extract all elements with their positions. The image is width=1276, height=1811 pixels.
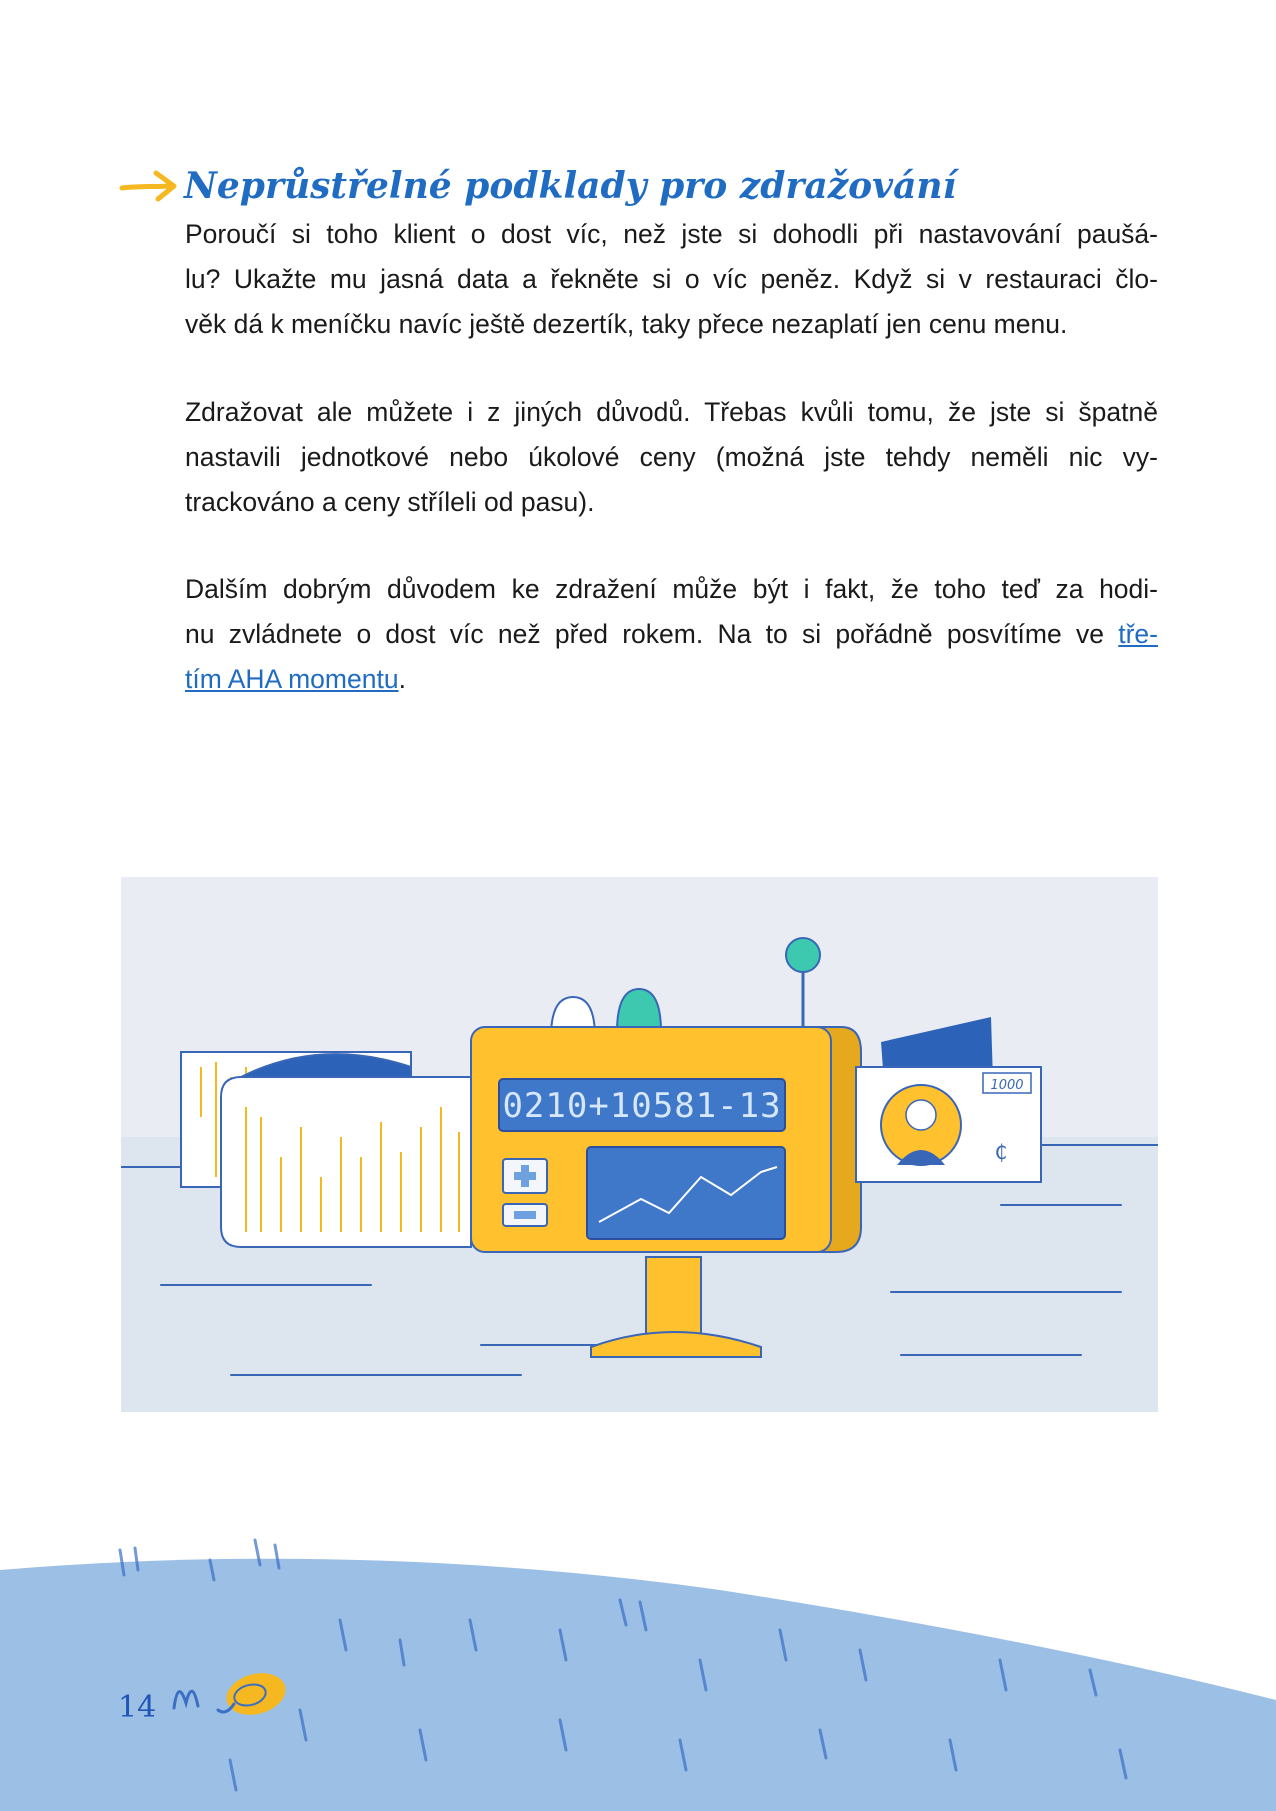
cash-register-illustration (121, 877, 1158, 1412)
paragraph-text: . (398, 664, 406, 694)
footer-hill-decoration (0, 1500, 1276, 1811)
paragraph-line: lu? Ukažte mu jasná data a řekněte si o víc peněz. Když si v restauraci člo- (185, 264, 1158, 294)
paragraph-1 (185, 212, 1158, 347)
paragraph-text: nu zvládnete o dost víc než před rokem. Na to si pořádně posvítíme ve (185, 619, 1119, 649)
plus-button-icon (503, 1159, 547, 1193)
paragraph-line: Zdražovat ale můžete i z jiných důvodů. Třebas kvůli tomu, že jste si špatně (185, 397, 1158, 427)
section-heading-row (118, 160, 1168, 212)
paragraph-line (185, 657, 1158, 702)
lamp-green (617, 989, 661, 1032)
aha-moment-link[interactable]: tím AHA momentu (185, 664, 399, 694)
paragraph-3 (185, 567, 1158, 702)
aha-moment-link-start[interactable]: tře- (1118, 619, 1158, 649)
banknote (856, 1017, 1041, 1182)
paragraph-line: Dalším dobrým důvodem ke zdražení může být i fakt, že toho teď za hodi- (185, 574, 1158, 604)
paragraph-line: nastavili jednotkové nebo úkolové ceny (možná jste tehdy neměli nic vy- (185, 442, 1158, 472)
publisher-logo-icon (168, 1658, 288, 1728)
banknote-value: 1000 (990, 1078, 1024, 1093)
paragraph-2 (185, 390, 1158, 525)
paragraph-line: věk dá k meníčku navíc ještě dezertík, taky přece nezaplatí jen cenu menu. (185, 309, 1068, 339)
page-number: 14 (118, 1690, 157, 1725)
currency-symbol: ₵ (994, 1140, 1008, 1164)
arrow-right-icon (118, 168, 184, 204)
paragraph-line (185, 612, 1158, 657)
paragraph-line: trackováno a ceny stříleli od pasu). (185, 487, 595, 517)
paragraph-line: Poroučí si toho klient o dost víc, než jste si dohodli při nastavování paušá- (185, 219, 1158, 249)
section-heading: Neprůstřelné podklady pro zdražování (184, 165, 957, 207)
display-readout: 0210+10581-13 (502, 1086, 782, 1126)
receipt-paper-front (221, 1054, 471, 1247)
graph-screen (587, 1147, 785, 1239)
minus-button-icon (503, 1204, 547, 1226)
